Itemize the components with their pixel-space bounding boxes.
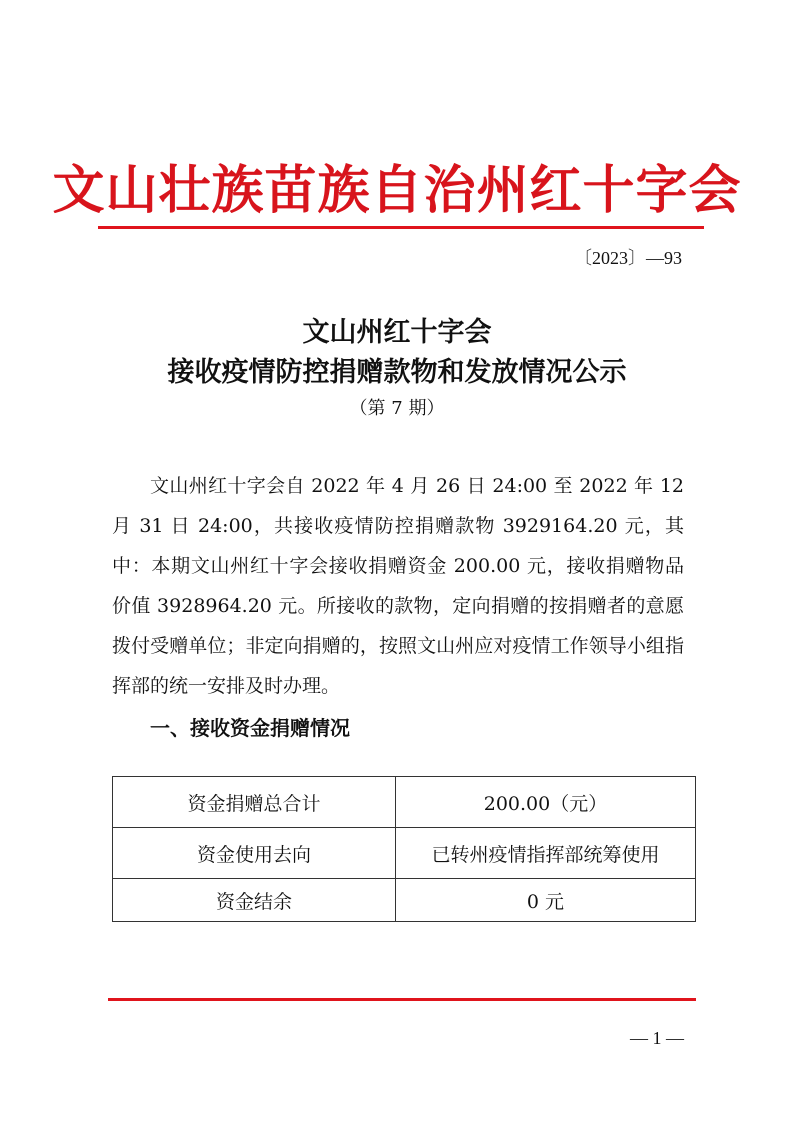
footer-red-divider <box>108 998 696 1001</box>
notice-body-paragraph: 文山州红十字会自 2022 年 4 月 26 日 24:00 至 2022 年 12 月 31 日 24:00，共接收疫情防控捐赠款物 3929164.20 元，其中：本期文山州红十字会接收捐赠资金 200.00 元，接收捐赠物品价值 3928964.20 元。所接收的款物，定向捐赠的按捐赠者的意愿拨付受赠单位；非定向捐赠的，按照文山州应对疫情工作领导小组指挥部的统一安排及时办理。 <box>112 475 684 697</box>
section-1-title: 一、接收资金捐赠情况 <box>150 716 350 740</box>
table-cell-label: 资金捐赠总合计 <box>113 777 396 828</box>
page-number: — 1 — <box>630 1028 684 1048</box>
table-cell-value: 0 元 <box>396 879 696 922</box>
table-row <box>113 828 696 879</box>
notice-title-line1: 文山州红十字会 <box>302 317 492 348</box>
table-cell-value: 200.00（元） <box>396 777 696 828</box>
table-cell-label: 资金使用去向 <box>113 828 396 879</box>
table-cell-value: 已转州疫情指挥部统筹使用 <box>396 828 696 879</box>
header-red-divider <box>98 226 704 229</box>
notice-title-line2: 接收疫情防控捐赠款物和发放情况公示 <box>167 357 627 388</box>
issue-number: （第 7 期） <box>349 398 445 419</box>
table-cell-label: 资金结余 <box>113 879 396 922</box>
fund-donation-table <box>112 776 696 922</box>
organization-title: 文山壮族苗族自治州红十字会 <box>52 160 742 221</box>
table-row <box>113 777 696 828</box>
document-number: 〔2023〕—93 <box>574 248 682 268</box>
table-row <box>113 879 696 922</box>
